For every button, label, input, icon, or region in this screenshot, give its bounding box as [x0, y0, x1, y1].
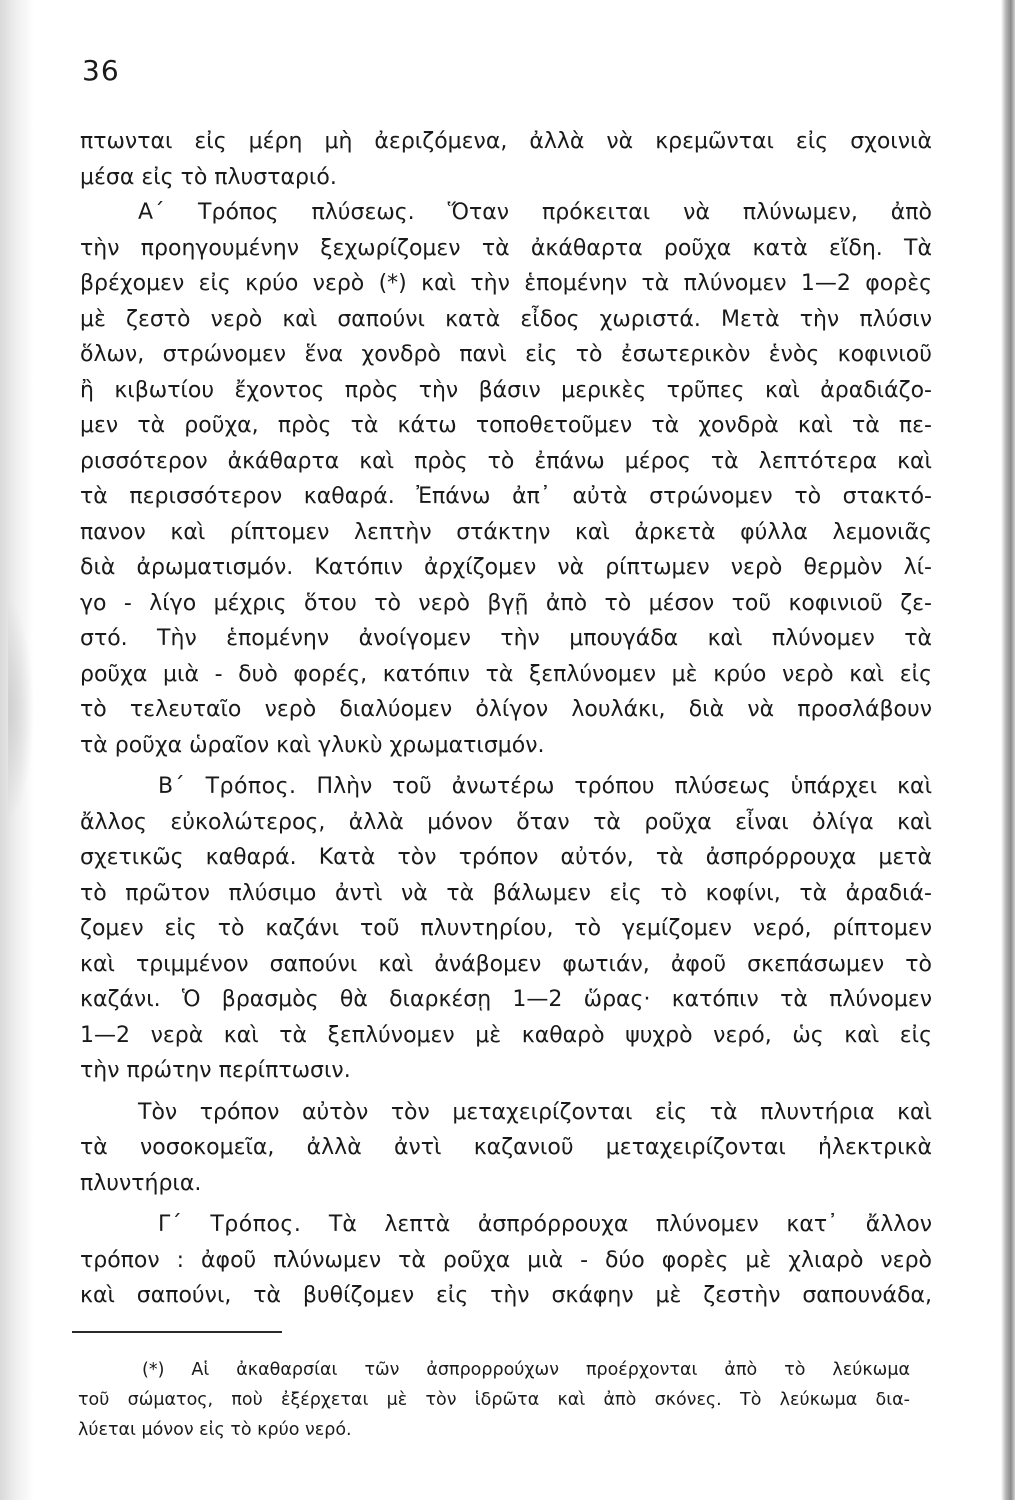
page-gutter-shadow — [0, 0, 34, 1500]
footnote-line: τοῦ σώματος, ποὺ ἐξέρχεται μὲ τὸν ἱδρῶτα καὶ ἀπὸ σκόνες. Τὸ λεύκωμα δια- — [78, 1390, 910, 1410]
text-line: 1—2 νερὰ καὶ τὰ ξεπλύνομεν μὲ καθαρὸ ψυχρὸ νερό, ὡς καὶ εἰς — [80, 1022, 932, 1048]
text-line: στό. Τὴν ἑπομένην ἀνοίγομεν τὴν μπουγάδα καὶ πλύνομεν τὰ — [80, 626, 932, 651]
footnote-divider — [72, 1331, 282, 1333]
text-line: ροῦχα μιὰ - δυὸ φορές, κατόπιν τὰ ξεπλύνομεν μὲ κρύο νερὸ καὶ εἰς — [80, 661, 932, 687]
footnote-line: λύεται μόνον εἰς τὸ κρύο νερό. — [78, 1420, 352, 1440]
text-line: τὰ περισσότερον καθαρά. Ἐπάνω ἀπ᾽ αὐτὰ στρώνομεν τὸ στακτό- — [80, 484, 932, 509]
text-line: Τρόπος πλύσεως. Ὅταν πρόκειται νὰ πλύνωμεν, ἀπὸ — [198, 200, 932, 225]
text-line: πανον καὶ ρίπτομεν λεπτὴν στάκτην καὶ ἀρκετὰ φύλλα λεμονιᾶς — [80, 519, 932, 545]
text-line: τὸ πρῶτον πλύσιμο ἀντὶ νὰ τὰ βάλωμεν εἰς τὸ κοφίνι, τὰ ἀραδιά- — [80, 880, 932, 906]
text-line: τὰ νοσοκομεῖα, ἀλλὰ ἀντὶ καζανιοῦ μεταχειρίζονται ἠλεκτρικὰ — [80, 1135, 932, 1160]
section-heading-c: Γ΄ Τρόπος. — [158, 1212, 302, 1237]
text-line: ὅλων, στρώνομεν ἕνα χονδρὸ πανὶ εἰς τὸ ἐσωτερικὸν ἑνὸς κοφινιοῦ — [80, 342, 932, 367]
text-line: ἢ κιβωτίου ἔχοντος πρὸς τὴν βάσιν μερικὲς τρῦπες καὶ ἀραδιάζο- — [80, 377, 932, 403]
section-heading-line — [80, 195, 932, 231]
text-line: τὴν πρώτην περίπτωσιν. — [80, 1058, 351, 1083]
text-line: μέσα εἰς τὸ πλυσταριό. — [80, 164, 337, 190]
text-line: μὲ ζεστὸ νερὸ καὶ σαπούνι κατὰ εἶδος χωριστά. Μετὰ τὴν πλύσιν — [80, 306, 932, 332]
text-line: καὶ σαπούνι, τὰ βυθίζομεν εἰς τὴν σκάφην μὲ ζεστὴν σαπουνάδα, — [80, 1283, 932, 1308]
text-line: καζάνι. Ὁ βρασμὸς θὰ διαρκέσῃ 1—2 ὥρας· κατόπιν τὰ πλύνομεν — [80, 987, 932, 1012]
section-heading-a-number: Α΄ — [138, 200, 166, 225]
page-number: 36 — [82, 54, 120, 87]
text-line: σχετικῶς καθαρά. Κατὰ τὸν τρόπον αὐτόν, τὰ ἀσπρόρρουχα μετὰ — [80, 845, 932, 870]
text-line: Πλὴν τοῦ ἀνωτέρω τρόπου πλύσεως ὑπάρχει καὶ — [316, 774, 933, 799]
text-line: Τὸν τρόπον αὐτὸν τὸν μεταχειρίζονται εἰς τὰ πλυντήρια καὶ — [138, 1099, 932, 1125]
body-text — [80, 124, 932, 1314]
text-line: ζομεν εἰς τὸ καζάνι τοῦ πλυντηρίου, τὸ γεμίζομεν νερό, ρίπτομεν — [80, 916, 932, 941]
text-line: ρισσότερον ἀκάθαρτα καὶ πρὸς τὸ ἐπάνω μέρος τὰ λεπτότερα καὶ — [80, 448, 932, 474]
text-line: τρόπον : ἀφοῦ πλύνωμεν τὰ ροῦχα μιὰ - δύο φορὲς μὲ χλιαρὸ νερὸ — [80, 1247, 932, 1273]
text-line: τὸ τελευταῖο νερὸ διαλύομεν ὀλίγον λουλάκι, διὰ νὰ προσλάβουν — [80, 697, 932, 722]
text-line: πλυντήρια. — [80, 1170, 202, 1196]
section-heading-line — [80, 769, 932, 805]
text-line: πτωνται εἰς μέρη μὴ ἀεριζόμενα, ἀλλὰ νὰ κρεμῶνται εἰς σχοινιὰ — [80, 129, 932, 154]
text-line: μεν τὰ ροῦχα, πρὸς τὰ κάτω τοποθετοῦμεν τὰ χονδρὰ καὶ τὰ πε- — [80, 413, 932, 438]
text-line: διὰ ἀρωματισμόν. Κατόπιν ἀρχίζομεν νὰ ρίπτωμεν νερὸ θερμὸν λί- — [80, 555, 932, 580]
page-edge — [1001, 0, 1015, 1500]
text-line: βρέχομεν εἰς κρύο νερὸ (*) καὶ τὴν ἑπομένην τὰ πλύνομεν 1—2 φορὲς — [80, 271, 932, 296]
text-line: Τὰ λεπτὰ ἀσπρόρρουχα πλύνομεν κατ᾽ ἄλλον — [328, 1212, 932, 1237]
text-line: τὰ ροῦχα ὡραῖον καὶ γλυκὺ χρωματισμόν. — [80, 732, 545, 758]
text-line: ἄλλος εὐκολώτερος, ἀλλὰ μόνον ὅταν τὰ ροῦχα εἶναι ὀλίγα καὶ — [80, 809, 932, 835]
text-line: καὶ τριμμένον σαπούνι καὶ ἀνάβομεν φωτιάν, ἀφοῦ σκεπάσωμεν τὸ — [80, 951, 932, 977]
section-heading-line — [80, 1207, 932, 1243]
section-heading-b: Β΄ Τρόπος. — [158, 774, 297, 799]
footnote-line: (*) Αἱ ἀκαθαρσίαι τῶν ἀσπρορρούχων προέρχονται ἀπὸ τὸ λεύκωμα — [142, 1360, 910, 1380]
text-line: γο - λίγο μέχρις ὅτου τὸ νερὸ βγῇ ἀπὸ τὸ μέσον τοῦ κοφινιοῦ ζε- — [80, 590, 932, 616]
footnote — [78, 1355, 910, 1445]
text-line: τὴν προηγουμένην ξεχωρίζομεν τὰ ἀκάθαρτα ροῦχα κατὰ εἴδη. Τὰ — [80, 235, 932, 261]
